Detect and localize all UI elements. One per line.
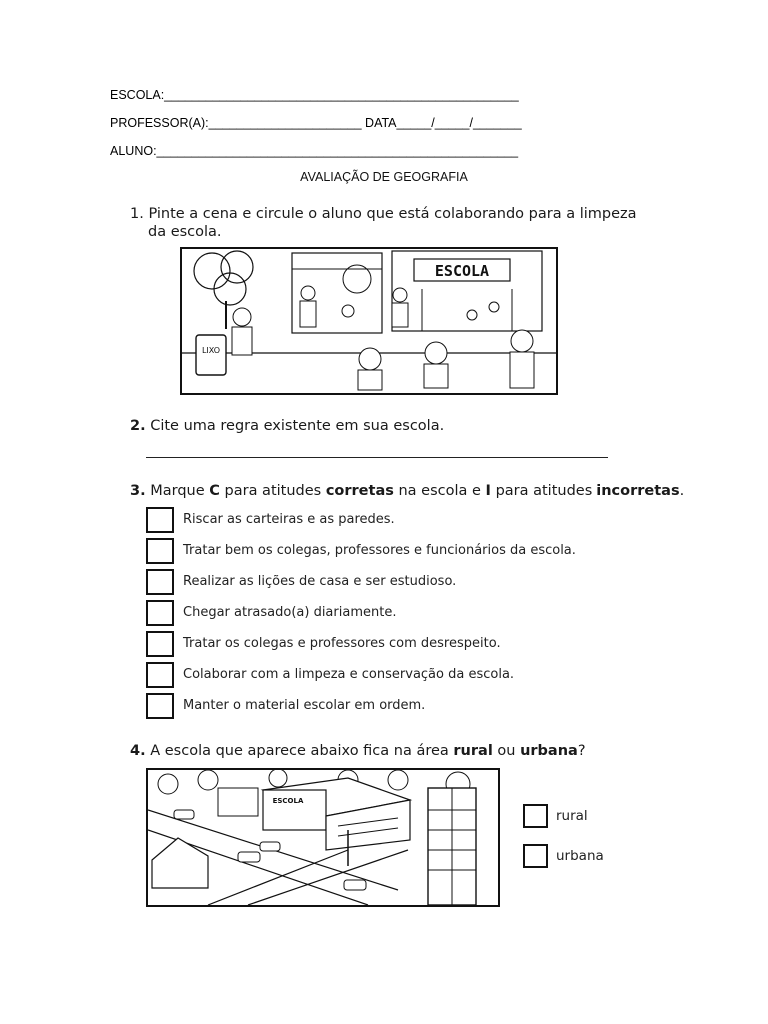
answer-box-4[interactable] [146, 600, 174, 626]
option-1-text: Riscar as carteiras e as paredes. [183, 512, 395, 527]
question-4-text-end: ? [577, 743, 586, 759]
answer-box-2[interactable] [146, 538, 174, 564]
question-1-text-line2: da escola. [148, 224, 222, 240]
answer-box-1[interactable] [146, 507, 174, 533]
option-4-text: Chegar atrasado(a) diariamente. [183, 605, 397, 620]
question-3-word-corretas: corretas [325, 483, 394, 499]
question-4-word-rural: rural [453, 743, 493, 759]
question-3-letter-i: I [485, 483, 491, 499]
question-1-number: 1. [130, 206, 144, 222]
urbana-checkbox[interactable] [523, 844, 548, 868]
question-1-text-line1: Pinte a cena e circule o aluno que está colaborando para a limpeza [148, 206, 637, 222]
school-scene-drawing [182, 249, 556, 393]
aluno-field[interactable]: ALUNO:____________________________________________________ [110, 144, 519, 158]
question-3-text-mid1: para atitudes [224, 483, 322, 499]
question-4-text-pre: A escola que aparece abaixo fica na área [150, 743, 449, 759]
answer-box-7[interactable] [146, 693, 174, 719]
question-2-answer-line[interactable] [146, 457, 608, 458]
question-3 [130, 483, 684, 499]
school-cleaning-illustration[interactable] [180, 247, 558, 395]
city-school-sign: ESCOLA [272, 797, 304, 805]
page-title: AVALIAÇÃO DE GEOGRAFIA [300, 170, 468, 184]
question-3-text-end: . [679, 483, 685, 499]
rural-checkbox[interactable] [523, 804, 548, 828]
question-2 [130, 418, 444, 434]
question-3-letter-c: C [209, 483, 220, 499]
city-scene-drawing [148, 770, 498, 905]
question-1 [130, 206, 637, 222]
question-4 [130, 743, 586, 759]
school-sign-text: ESCOLA [434, 262, 490, 280]
urban-school-illustration[interactable] [146, 768, 500, 907]
question-3-text-mid2: na escola e [398, 483, 481, 499]
option-6-text: Colaborar com a limpeza e conservação da escola. [183, 667, 515, 682]
answer-box-5[interactable] [146, 631, 174, 657]
question-3-text-mid3: para atitudes [495, 483, 593, 499]
escola-field[interactable]: ESCOLA:___________________________________________________ [110, 88, 519, 102]
question-4-number: 4. [130, 743, 146, 759]
answer-box-3[interactable] [146, 569, 174, 595]
option-7-text: Manter o material escolar em ordem. [183, 698, 426, 713]
professor-date-field[interactable]: PROFESSOR(A):______________________ DATA_____/_____/_______ [110, 116, 522, 130]
trash-bin-label: LIXO [201, 346, 221, 355]
question-3-word-incorretas: incorretas [596, 483, 680, 499]
urbana-choice-label: urbana [556, 848, 604, 864]
answer-box-6[interactable] [146, 662, 174, 688]
question-3-number: 3. [130, 483, 146, 499]
question-4-word-urbana: urbana [520, 743, 578, 759]
option-3-text: Realizar as lições de casa e ser estudioso. [183, 574, 457, 589]
option-2-text: Tratar bem os colegas, professores e funcionários da escola. [183, 543, 576, 558]
option-5-text: Tratar os colegas e professores com desrespeito. [183, 636, 501, 651]
question-2-text: Cite uma regra existente em sua escola. [150, 418, 445, 434]
question-4-text-mid: ou [497, 743, 516, 759]
question-2-number: 2. [130, 418, 146, 434]
rural-choice-label: rural [556, 808, 588, 824]
question-3-text-pre: Marque [150, 483, 205, 499]
